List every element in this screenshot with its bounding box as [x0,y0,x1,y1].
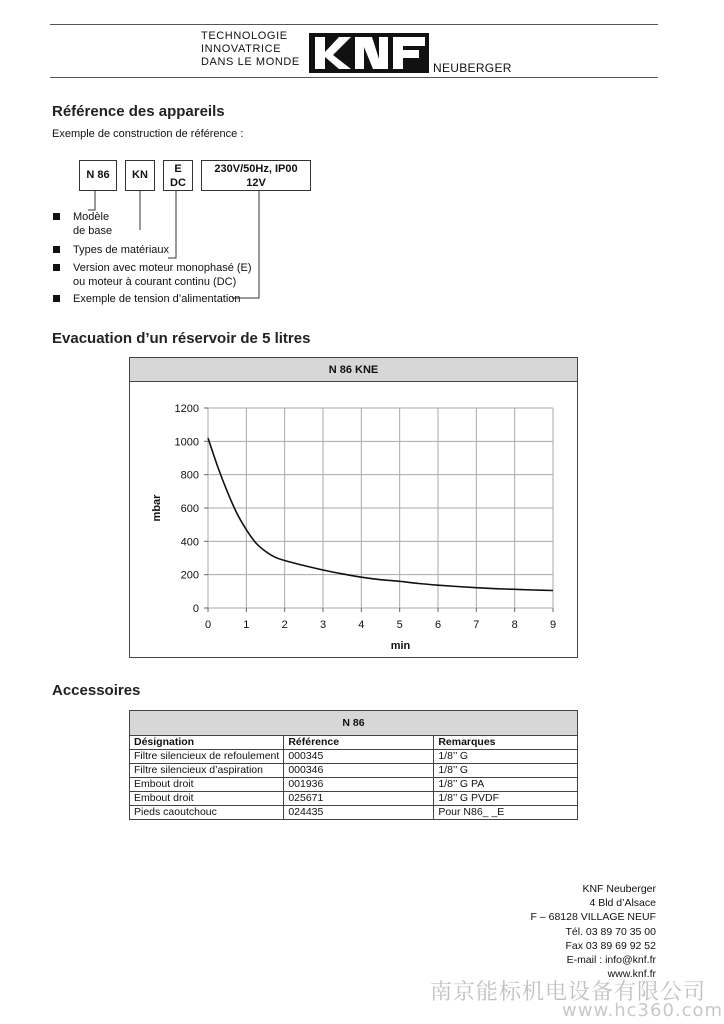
table-title: N 86 [130,711,578,736]
table-cell: 1/8’’ G PA [434,778,578,792]
pressure-curve [208,438,553,591]
table-cell: 024435 [284,806,434,820]
x-tick-label: 3 [319,619,327,631]
x-tick-label: 6 [434,619,442,631]
legend-text: Modèle [73,211,110,223]
table-row [130,792,578,806]
chart-title: N 86 KNE [130,358,577,382]
legend-text: Types de matériaux [73,244,169,256]
table-title-row [130,711,578,736]
table-cell: 000345 [284,750,434,764]
bullet-square [53,264,60,271]
y-tick-label: 800 [180,469,199,482]
table-cell: 1/8’’ G [434,764,578,778]
y-tick-label: 0 [192,603,199,615]
y-tick-label: 1200 [174,403,199,415]
x-tick-label: 7 [473,619,480,631]
table-cell: 1/8’’ G [434,750,578,764]
table-row [130,778,578,792]
company-address [531,882,656,981]
address-line: Fax 03 89 69 92 52 [565,939,656,952]
table-row [130,764,578,778]
column-header: Référence [284,736,434,750]
x-tick-label: 8 [511,619,518,631]
ref-box-label: E [174,163,182,175]
table-row [130,750,578,764]
x-tick-label: 2 [281,619,288,631]
table-cell: Filtre silencieux de refoulement [130,750,284,764]
address-line: F – 68128 VILLAGE NEUF [530,911,656,924]
address-line: 4 Bld d’Alsace [589,897,656,910]
watermark-url: www.hc360.com [562,1000,724,1021]
accessories-table [129,710,578,820]
table-cell: 1/8’’ G PVDF [434,792,578,806]
reference-title: Référence des appareils [52,103,225,120]
table-header-row [130,736,578,750]
bullet-square [53,213,60,220]
legend-text: de base [73,225,113,237]
evacuation-chart [130,382,577,657]
y-tick-label: 400 [180,536,199,549]
table-cell: Pieds caoutchouc [130,806,284,820]
address-line: www.knf.fr [607,968,656,981]
table-cell: 025671 [284,792,434,806]
chart-frame [129,357,578,658]
watermark-text: 南京能标机电设备有限公司 [430,980,707,1005]
ref-box-label: KN [132,169,148,181]
evacuation-title: Evacuation d’un réservoir de 5 litres [52,330,311,347]
brand-name: NEUBERGER [433,61,512,75]
x-tick-label: 9 [549,619,557,631]
table-cell: Embout droit [130,792,284,806]
bullet-square [53,246,60,253]
ref-box-label: 12V [246,177,266,189]
tagline-line: DANS LE MONDE [201,56,300,68]
x-tick-label: 0 [204,619,212,631]
bullet-square [53,295,60,302]
tagline-line: TECHNOLOGIE [201,30,288,42]
x-tick-label: 5 [396,619,403,631]
legend-text: Version avec moteur monophasé (E) [73,262,252,274]
y-tick-label: 600 [180,503,199,515]
ref-box-label: 230V/50Hz, IP00 [214,163,298,175]
legend-text: ou moteur à courant continu (DC) [73,276,237,288]
column-header: Désignation [130,736,284,750]
y-tick-label: 200 [180,569,199,582]
reference-subtitle: Exemple de construction de référence : [52,128,244,140]
x-tick-label: 1 [243,619,250,631]
address-line: Tél. 03 89 70 35 00 [565,925,656,938]
x-tick-label: 4 [358,619,365,631]
ref-box-label: DC [170,177,186,189]
table-cell: Pour N86_ _E [434,806,578,820]
accessories-title: Accessoires [52,682,141,699]
table-cell: 001936 [284,778,434,792]
address-line: KNF Neuberger [582,883,656,895]
table-row [130,806,578,820]
table-cell: Filtre silencieux d’aspiration [130,764,284,778]
tagline-line: INNOVATRICE [201,43,282,55]
address-line: E-mail : info@knf.fr [566,954,656,967]
y-tick-label: 1000 [174,436,199,449]
table-cell: 000346 [284,764,434,778]
ref-box-label: N 86 [86,169,110,181]
table-cell: Embout droit [130,778,284,792]
x-axis-label: min [390,640,411,652]
legend-text: Exemple de tension d’alimentation [73,293,241,305]
y-axis-label: mbar [151,494,163,522]
column-header: Remarques [434,736,578,750]
